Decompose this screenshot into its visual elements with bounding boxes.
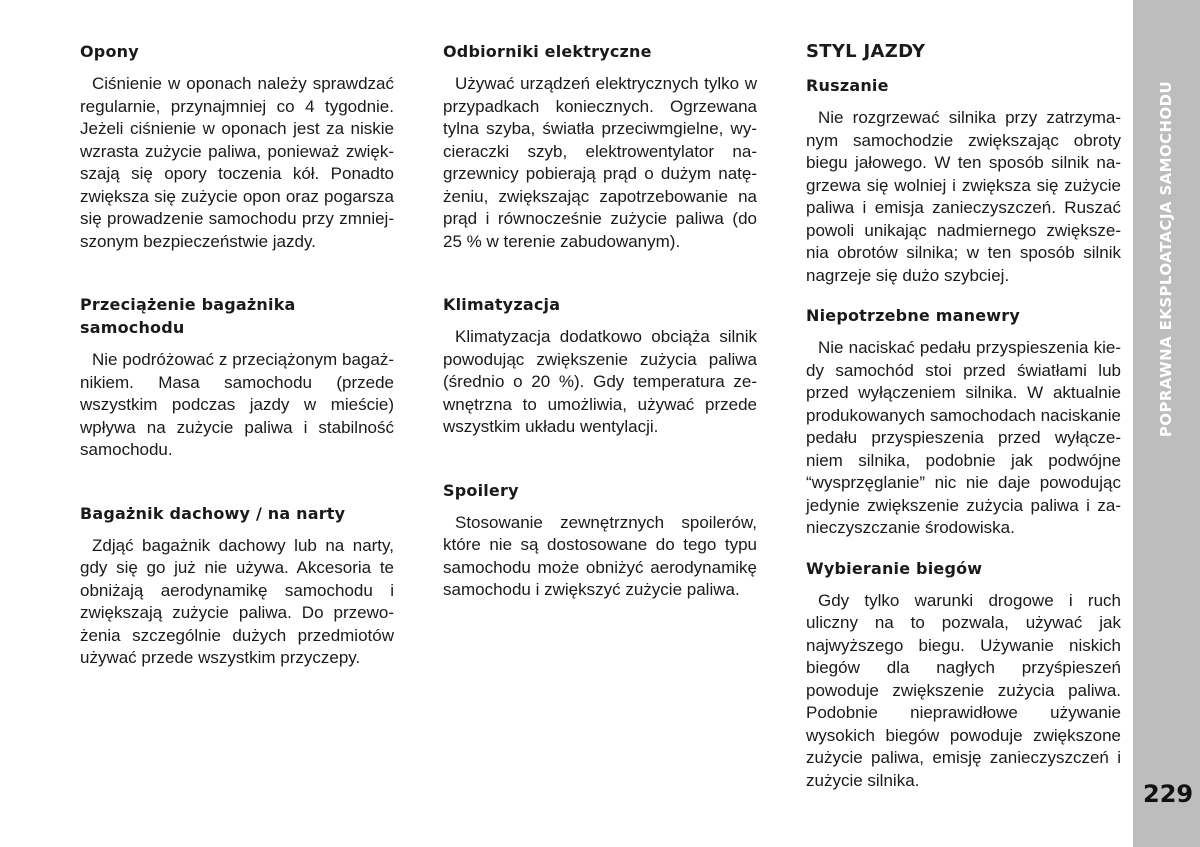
section-opony bbox=[80, 40, 394, 253]
section-heading: Przeciążenie bagażnika samochodu bbox=[80, 295, 296, 337]
section-heading: Niepotrzebne manewry bbox=[806, 306, 1020, 325]
chapter-side-label: POPRAWNA EKSPLOATACJA SAMOCHODU bbox=[1157, 80, 1175, 438]
section-bagaznik-dachowy bbox=[80, 502, 394, 670]
left-column bbox=[80, 40, 394, 670]
section-heading: Opony bbox=[80, 42, 139, 61]
section-heading: Klimatyzacja bbox=[443, 295, 561, 314]
section-body: Nie podróżować z przeciążonym bagażnikiem. Masa samochodu (przede wszystkim podczas jazdy w mieście) wpływa na zużycie paliwa i stabilność samochodu. bbox=[80, 350, 394, 459]
section-heading: Spoilery bbox=[443, 480, 519, 500]
section-body: Zdjąć bagażnik dachowy lub na narty, gdy się go już nie używa. Akcesoria te obniżają aerodynamikę samochodu i zwiększają zużycie paliwa. Do przewożenia szczególnie dużych przedmiotów używać przede wszystkim przyczepy. bbox=[80, 535, 394, 667]
section-body: Stosowanie zewnętrznych spoilerów, które nie są dostosowane do tego typu samochodu może obniżyć aerodynamikę samochodu i zwiększyć zużycie paliwa. bbox=[443, 512, 757, 599]
section-ruszanie bbox=[806, 74, 1121, 287]
section-body: Klimatyzacja dodatkowo obciąża silnik powodując zwiększenie zużycia paliwa (średnio o 20 %). Gdy temperatura zewnętrzna to umożliwia, używać przede wszystkim układu wentylacji. bbox=[443, 327, 757, 436]
section-heading: Bagażnik dachowy / na narty bbox=[80, 503, 346, 523]
section-wybieranie-biegow bbox=[806, 557, 1121, 793]
middle-column bbox=[443, 40, 757, 602]
section-spoilery bbox=[443, 479, 757, 602]
section-przeciazenie-bagaznika bbox=[80, 293, 394, 462]
section-heading: Wybieranie biegów bbox=[806, 558, 983, 578]
section-body: Ciśnienie w oponach należy sprawdzać regularnie, przynajmniej co 4 tygodnie. Jeżeli ciśnienie w oponach jest za niskie wzrasta zużycie paliwa, ponieważ zwiększają się opory toczenia kół. Ponadto zwiększa się zużycie opon oraz pogarsza się prowadzenie samochodu przy zmniejszonym bezpieczeństwie jazdy. bbox=[80, 74, 394, 251]
section-body: Używać urządzeń elektrycznych tylko w przypadkach koniecznych. Ogrzewana tylna szyba, światła przeciwmgielne, wycieraczki szyb, elektrowentylator nagrzewnicy pobierają prąd o dużym natężeniu, zwiększając zapotrzebowanie na prąd i równocześnie zużycie paliwa (do 25 % w terenie zabudowanym). bbox=[443, 74, 757, 251]
page-number: 229 bbox=[1143, 780, 1194, 808]
section-niepotrzebne-manewry bbox=[806, 304, 1121, 540]
section-body: Nie naciskać pedału przyspieszenia kiedy samochód stoi przed światłami lub przed wyłączeniem silnika. W aktualnie produkowanych samochodach naciskanie pedału przyspieszenia przed wyłączeniem silnika, podobnie jak podwójne “wysprzęglanie” nic nie daje powodując jedynie zwiększenie zużycia paliwa i zanieczyszczanie środowiska. bbox=[806, 338, 1121, 537]
section-odbiorniki-elektryczne bbox=[443, 40, 757, 253]
right-column bbox=[806, 40, 1121, 792]
section-body: Gdy tylko warunki drogowe i ruch uliczny na to pozwala, używać jak najwyższego biegu. Używanie niskich biegów dla nagłych przyśpieszeń powoduje zwiększenie zużycia paliwa. Podobnie nieprawidłowe używanie wysokich biegów powoduje zwiększone zużycie paliwa, emisję zanieczyszczeń i zużycie silnika. bbox=[806, 590, 1121, 790]
section-klimatyzacja bbox=[443, 293, 757, 439]
section-heading: Odbiorniki elektryczne bbox=[443, 42, 652, 61]
section-body: Nie rozgrzewać silnika przy zatrzymanym samochodzie zwiększając obroty biegu jałowego. W ten sposób silnik nagrzewa się wolniej i zwiększa się zużycie paliwa i emisja zanieczyszczeń. Ruszać powoli unikając nadmiernego zwiększenia obrotów silnika; w ten sposób silnik nagrzeje się dużo szybciej. bbox=[806, 108, 1121, 285]
chapter-title: STYL JAZDY bbox=[806, 41, 926, 62]
section-heading: Ruszanie bbox=[806, 76, 889, 95]
